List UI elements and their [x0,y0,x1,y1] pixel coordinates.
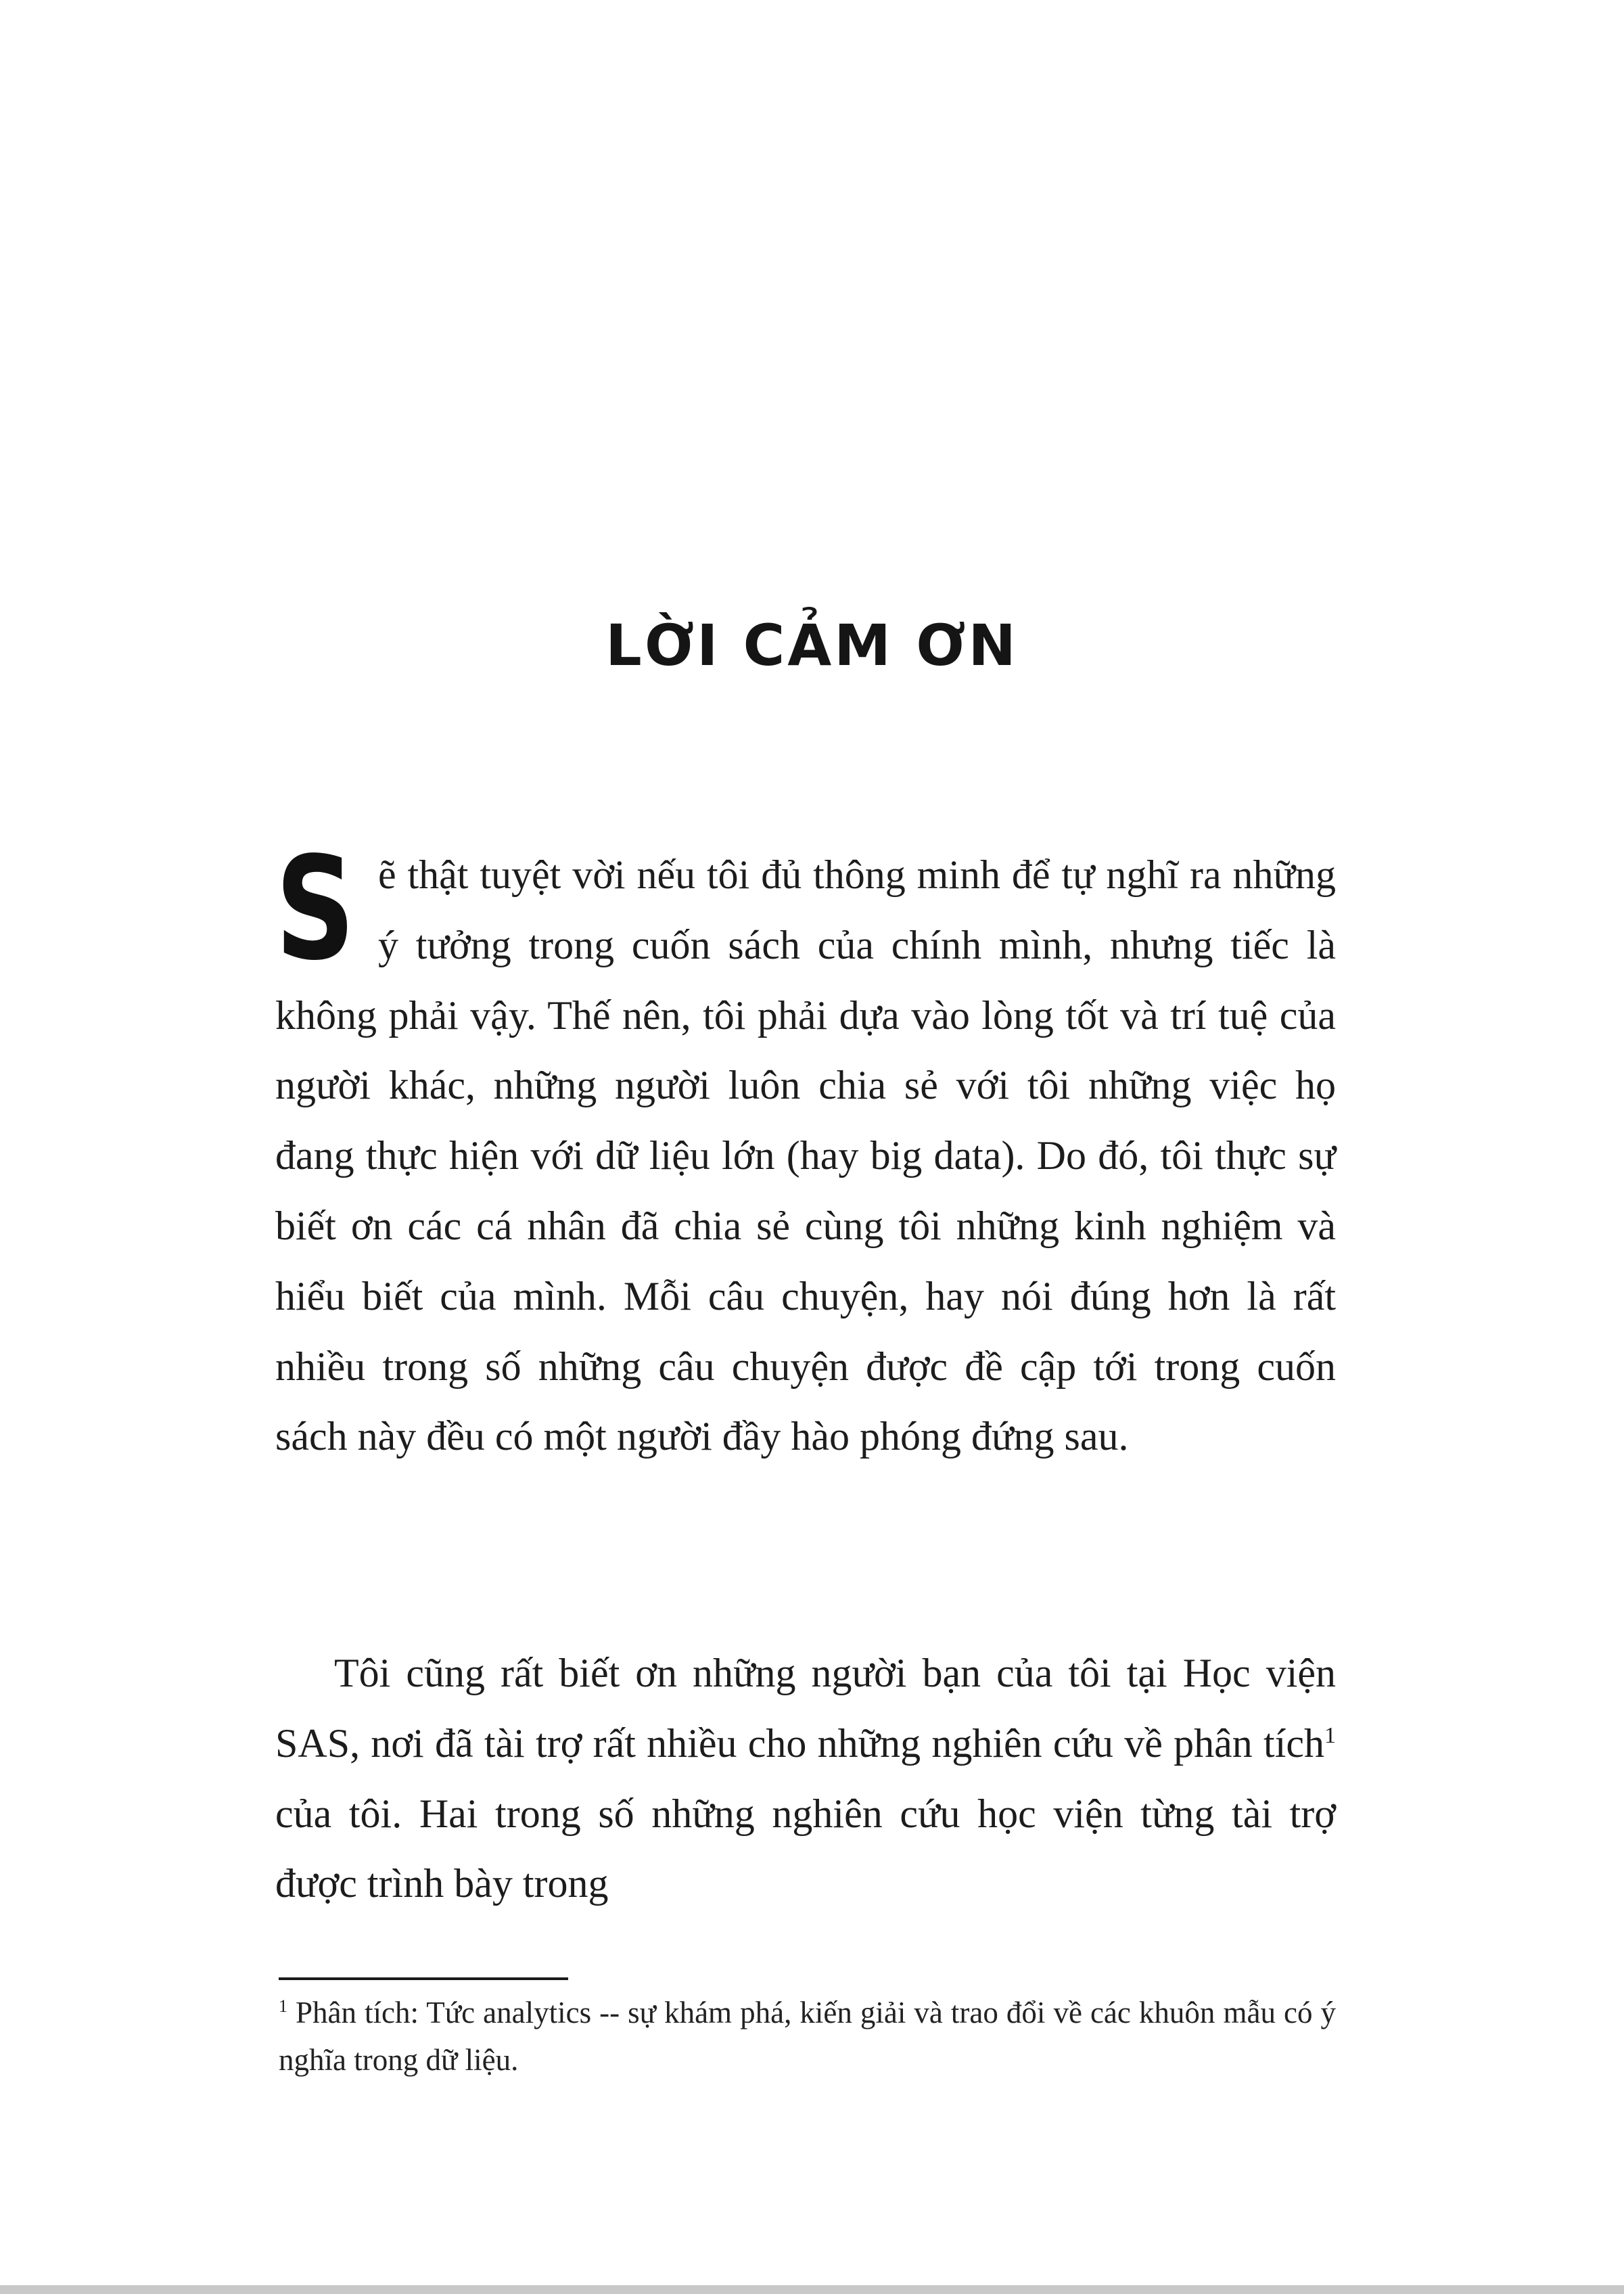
paragraph-1-text: ẽ thật tuyệt vời nếu tôi đủ thông minh để tự nghĩ ra những ý tưởng trong cuốn sách của chính mình, nhưng tiếc là không phải vậy. Thế nên, tôi phải dựa vào lòng tốt và trí tuệ của người khác, những người luôn chia sẻ với tôi những việc họ đang thực hiện với dữ liệu lớn (hay big data). Do đó, tôi thực sự biết ơn các cá nhân đã chia sẻ cùng tôi những kinh nghiệm và hiểu biết của mình. Mỗi câu chuyện, hay nói đúng hơn là rất nhiều trong số những câu chuyện được đề cập tới trong cuốn sách này đều có một người đầy hào phóng đứng sau. [275,852,1336,1459]
footnote-text: Phân tích: Tức analytics -- sự khám phá, kiến giải và trao đổi về các khuôn mẫu có ý nghĩa trong dữ liệu. [279,1996,1336,2077]
footnote [279,1989,1336,2084]
footnote-marker: 1 [279,1996,287,2016]
footnote-reference[interactable]: 1 [1324,1722,1336,1748]
page-bottom-edge [0,2285,1624,2294]
paragraph-1 [275,826,1336,1472]
drop-cap: S [275,826,355,992]
footnote-divider [279,1977,568,1980]
chapter-title: LỜI CẢM ƠN [605,612,1019,679]
paragraph-2-text-before: Tôi cũng rất biết ơn những người bạn của tôi tại Học viện SAS, nơi đã tài trợ rất nhiều cho những nghiên cứu về phân tích [275,1651,1336,1766]
paragraph-2 [275,1638,1336,1919]
paragraph-2-text-after: của tôi. Hai trong số những nghiên cứu học viện từng tài trợ được trình bày trong [275,1791,1336,1906]
